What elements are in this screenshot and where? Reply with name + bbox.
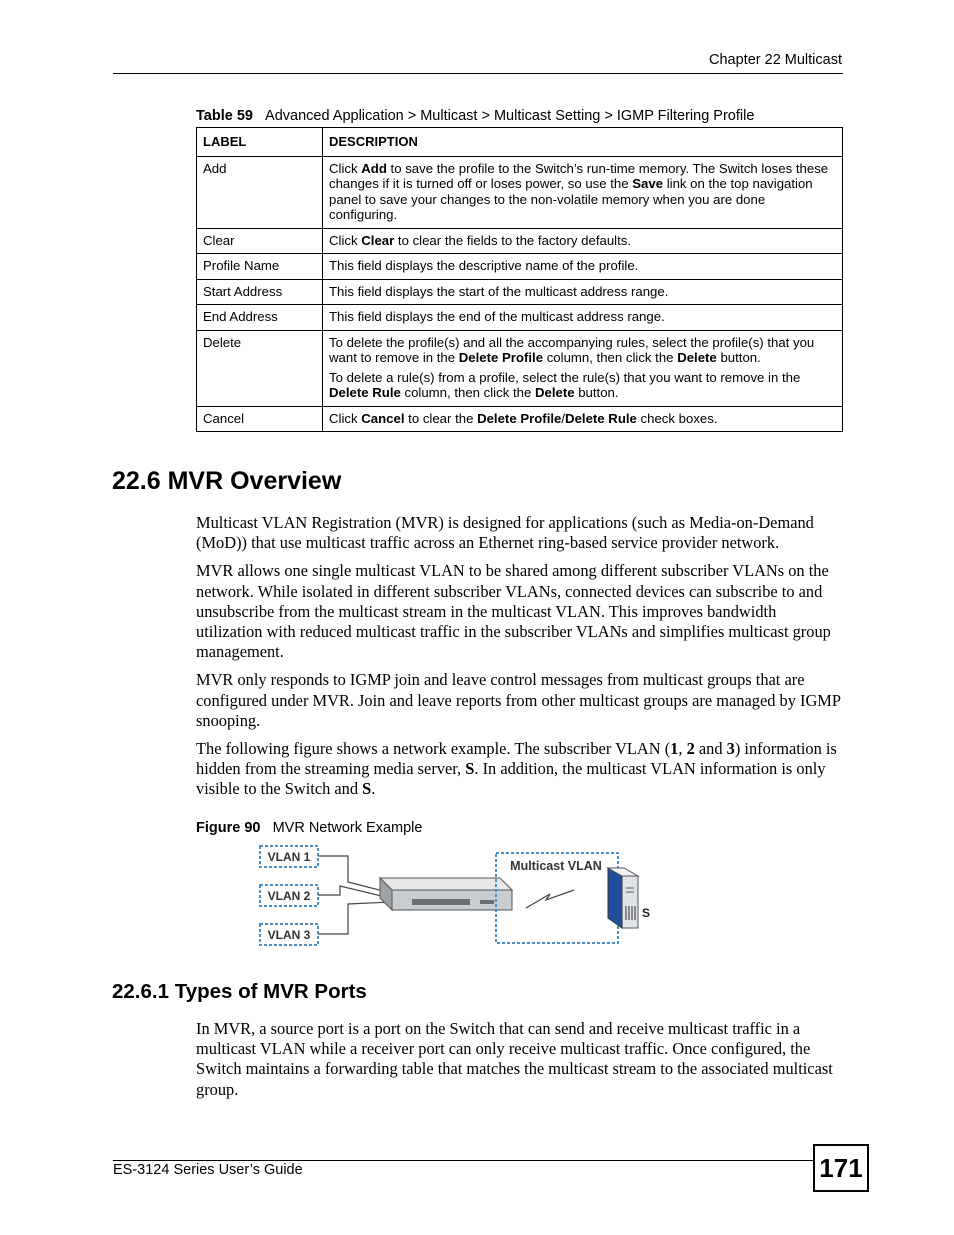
igmp-filtering-profile-table [196, 127, 843, 432]
vlan3-box [260, 924, 318, 945]
text-run: Click [329, 160, 362, 176]
table-row [197, 305, 843, 331]
text-run: to clear the [404, 410, 478, 426]
text-run: MVR allows one single multicast VLAN to be shared among different subscriber VLANs on the network. While isolated in different subscriber VLANs, connected devices can subscribe to and unsubscribe from the multicast stream in the multicast VLAN. This improves bandwidth utilization with reduced multicast traffic in the subscriber VLANs and simplifies multicast group management. [196, 561, 831, 662]
description-column-header: DESCRIPTION [323, 128, 843, 157]
header-rule [113, 73, 843, 74]
page-number: 171 [813, 1144, 869, 1192]
label-column-header: LABEL [197, 128, 323, 157]
table-header-row [197, 128, 843, 157]
multicast-vlan-box [496, 853, 618, 943]
body-paragraph [196, 1019, 844, 1100]
body-paragraph [196, 670, 844, 731]
bold-term: Delete [534, 385, 575, 400]
figure-caption [196, 820, 422, 836]
bold-term: Save [632, 176, 664, 191]
figure-number: Figure 90 [196, 820, 261, 836]
vlan1-label: VLAN 1 [267, 850, 311, 864]
vlan1-box [260, 846, 318, 867]
text-run: This field displays the descriptive name of the profile. [329, 258, 639, 273]
text-run: In MVR, a source port is a port on the Switch that can send and receive multicast traffic in a multicast VLAN while a receiver port can only receive multicast traffic. Once configured, the Switch maintains a forwarding table that matches the multicast stream to the associated multicast group. [196, 1019, 833, 1099]
row-label: Add [197, 156, 323, 228]
row-label: Delete [197, 330, 323, 406]
table-number: Table 59 [196, 108, 253, 124]
table-row [197, 254, 843, 280]
bold-term: Cancel [361, 410, 405, 426]
description-paragraph [329, 284, 836, 300]
section-heading: 22.6 MVR Overview [112, 467, 342, 495]
text-run: link on the top navigation panel to save your changes to the non-volatile memory when you are done configuring. [329, 176, 813, 222]
text-run: check boxes. [636, 410, 718, 426]
text-run: column, then click the [543, 350, 678, 365]
row-description [323, 228, 843, 254]
text-run: This field displays the end of the multicast address range. [329, 309, 665, 324]
guide-title: ES-3124 Series User’s Guide [113, 1162, 303, 1178]
figure-title: MVR Network Example [272, 820, 423, 836]
uplink-line [526, 890, 574, 908]
row-description [323, 330, 843, 406]
text-run: , [678, 739, 687, 759]
row-label: Clear [197, 228, 323, 254]
description-paragraph [329, 411, 836, 427]
bold-term: Delete Profile [458, 350, 544, 365]
vlan2-box [260, 885, 318, 906]
chapter-title: Chapter 22 Multicast [709, 52, 842, 68]
row-label: End Address [197, 305, 323, 331]
server-label: S [642, 906, 651, 920]
bold-term: Delete Rule [565, 410, 637, 426]
bold-term: Clear [361, 232, 395, 248]
table-row [197, 330, 843, 406]
text-run: To delete the profile(s) and all the accompanying rules, select the profile(s) that you want to remove in the [329, 334, 815, 365]
text-run: column, then click the [400, 385, 535, 400]
text-run: to clear the fields to the factory defaults. [394, 232, 632, 248]
text-run: The following figure shows a network example. The subscriber VLAN ( [196, 739, 671, 759]
switch-icon [380, 878, 512, 910]
table-row [197, 228, 843, 254]
bold-term: S [362, 779, 372, 799]
body-paragraph [196, 561, 844, 662]
row-label: Profile Name [197, 254, 323, 280]
row-description [323, 279, 843, 305]
bold-term: Delete [677, 350, 717, 365]
text-run: button. [574, 385, 619, 400]
text-run: / [561, 410, 566, 426]
text-run: . [371, 779, 376, 799]
bold-term: Delete Profile [477, 410, 562, 426]
footer-rule [113, 1160, 813, 1161]
table-row [197, 406, 843, 432]
text-run: . In addition, the multicast VLAN information is only visible to the Switch and [196, 759, 826, 799]
text-run: and [694, 739, 727, 759]
bold-term: Add [361, 160, 387, 176]
table-caption [196, 108, 754, 124]
bold-term: 2 [686, 739, 695, 759]
text-run: This field displays the start of the multicast address range. [329, 283, 669, 299]
table-title: Advanced Application > Multicast > Multicast Setting > IGMP Filtering Profile [265, 108, 755, 124]
table-row [197, 156, 843, 228]
description-paragraph [329, 233, 836, 249]
row-description [323, 156, 843, 228]
text-run: Multicast VLAN Registration (MVR) is designed for applications (such as Media-on-Demand (MoD)) that use multicast traffic across an Ethernet ring-based service provider network. [196, 513, 814, 553]
text-run: To delete a rule(s) from a profile, select the rule(s) that you want to remove in the [329, 369, 801, 385]
description-paragraph [329, 335, 836, 366]
text-run: MVR only responds to IGMP join and leave control messages from multicast groups that are configured under MVR. Join and leave reports from other multicast groups are managed by IGMP snooping. [196, 670, 841, 730]
table-row [197, 279, 843, 305]
row-label: Start Address [197, 279, 323, 305]
subsection-body [196, 1019, 844, 1108]
bold-term: S [465, 759, 475, 779]
mvr-network-diagram [250, 842, 660, 948]
text-run: button. [716, 350, 761, 365]
vlan2-label: VLAN 2 [267, 889, 311, 903]
row-description [323, 254, 843, 280]
row-label: Cancel [197, 406, 323, 432]
bold-term: 3 [726, 739, 735, 759]
row-description [323, 406, 843, 432]
description-paragraph [329, 161, 836, 223]
bold-term: Delete Rule [329, 385, 401, 400]
description-paragraph [329, 258, 836, 274]
body-paragraph [196, 739, 844, 800]
text-run: ) information is hidden from the streaming media server, [196, 739, 837, 779]
body-paragraph [196, 513, 844, 553]
subsection-heading: 22.6.1 Types of MVR Ports [112, 980, 367, 1003]
bold-term: 1 [670, 739, 679, 759]
multicast-vlan-label: Multicast VLAN [510, 859, 602, 873]
description-paragraph [329, 309, 836, 325]
description-paragraph [329, 370, 836, 401]
row-description [323, 305, 843, 331]
server-icon [608, 868, 650, 928]
text-run: Click [329, 410, 362, 426]
text-run: Click [329, 232, 362, 248]
section-body [196, 513, 844, 808]
text-run: to save the profile to the Switch’s run-time memory. The Switch loses these changes if it is turned off or loses power, so use the [329, 160, 829, 191]
vlan3-label: VLAN 3 [267, 928, 311, 942]
